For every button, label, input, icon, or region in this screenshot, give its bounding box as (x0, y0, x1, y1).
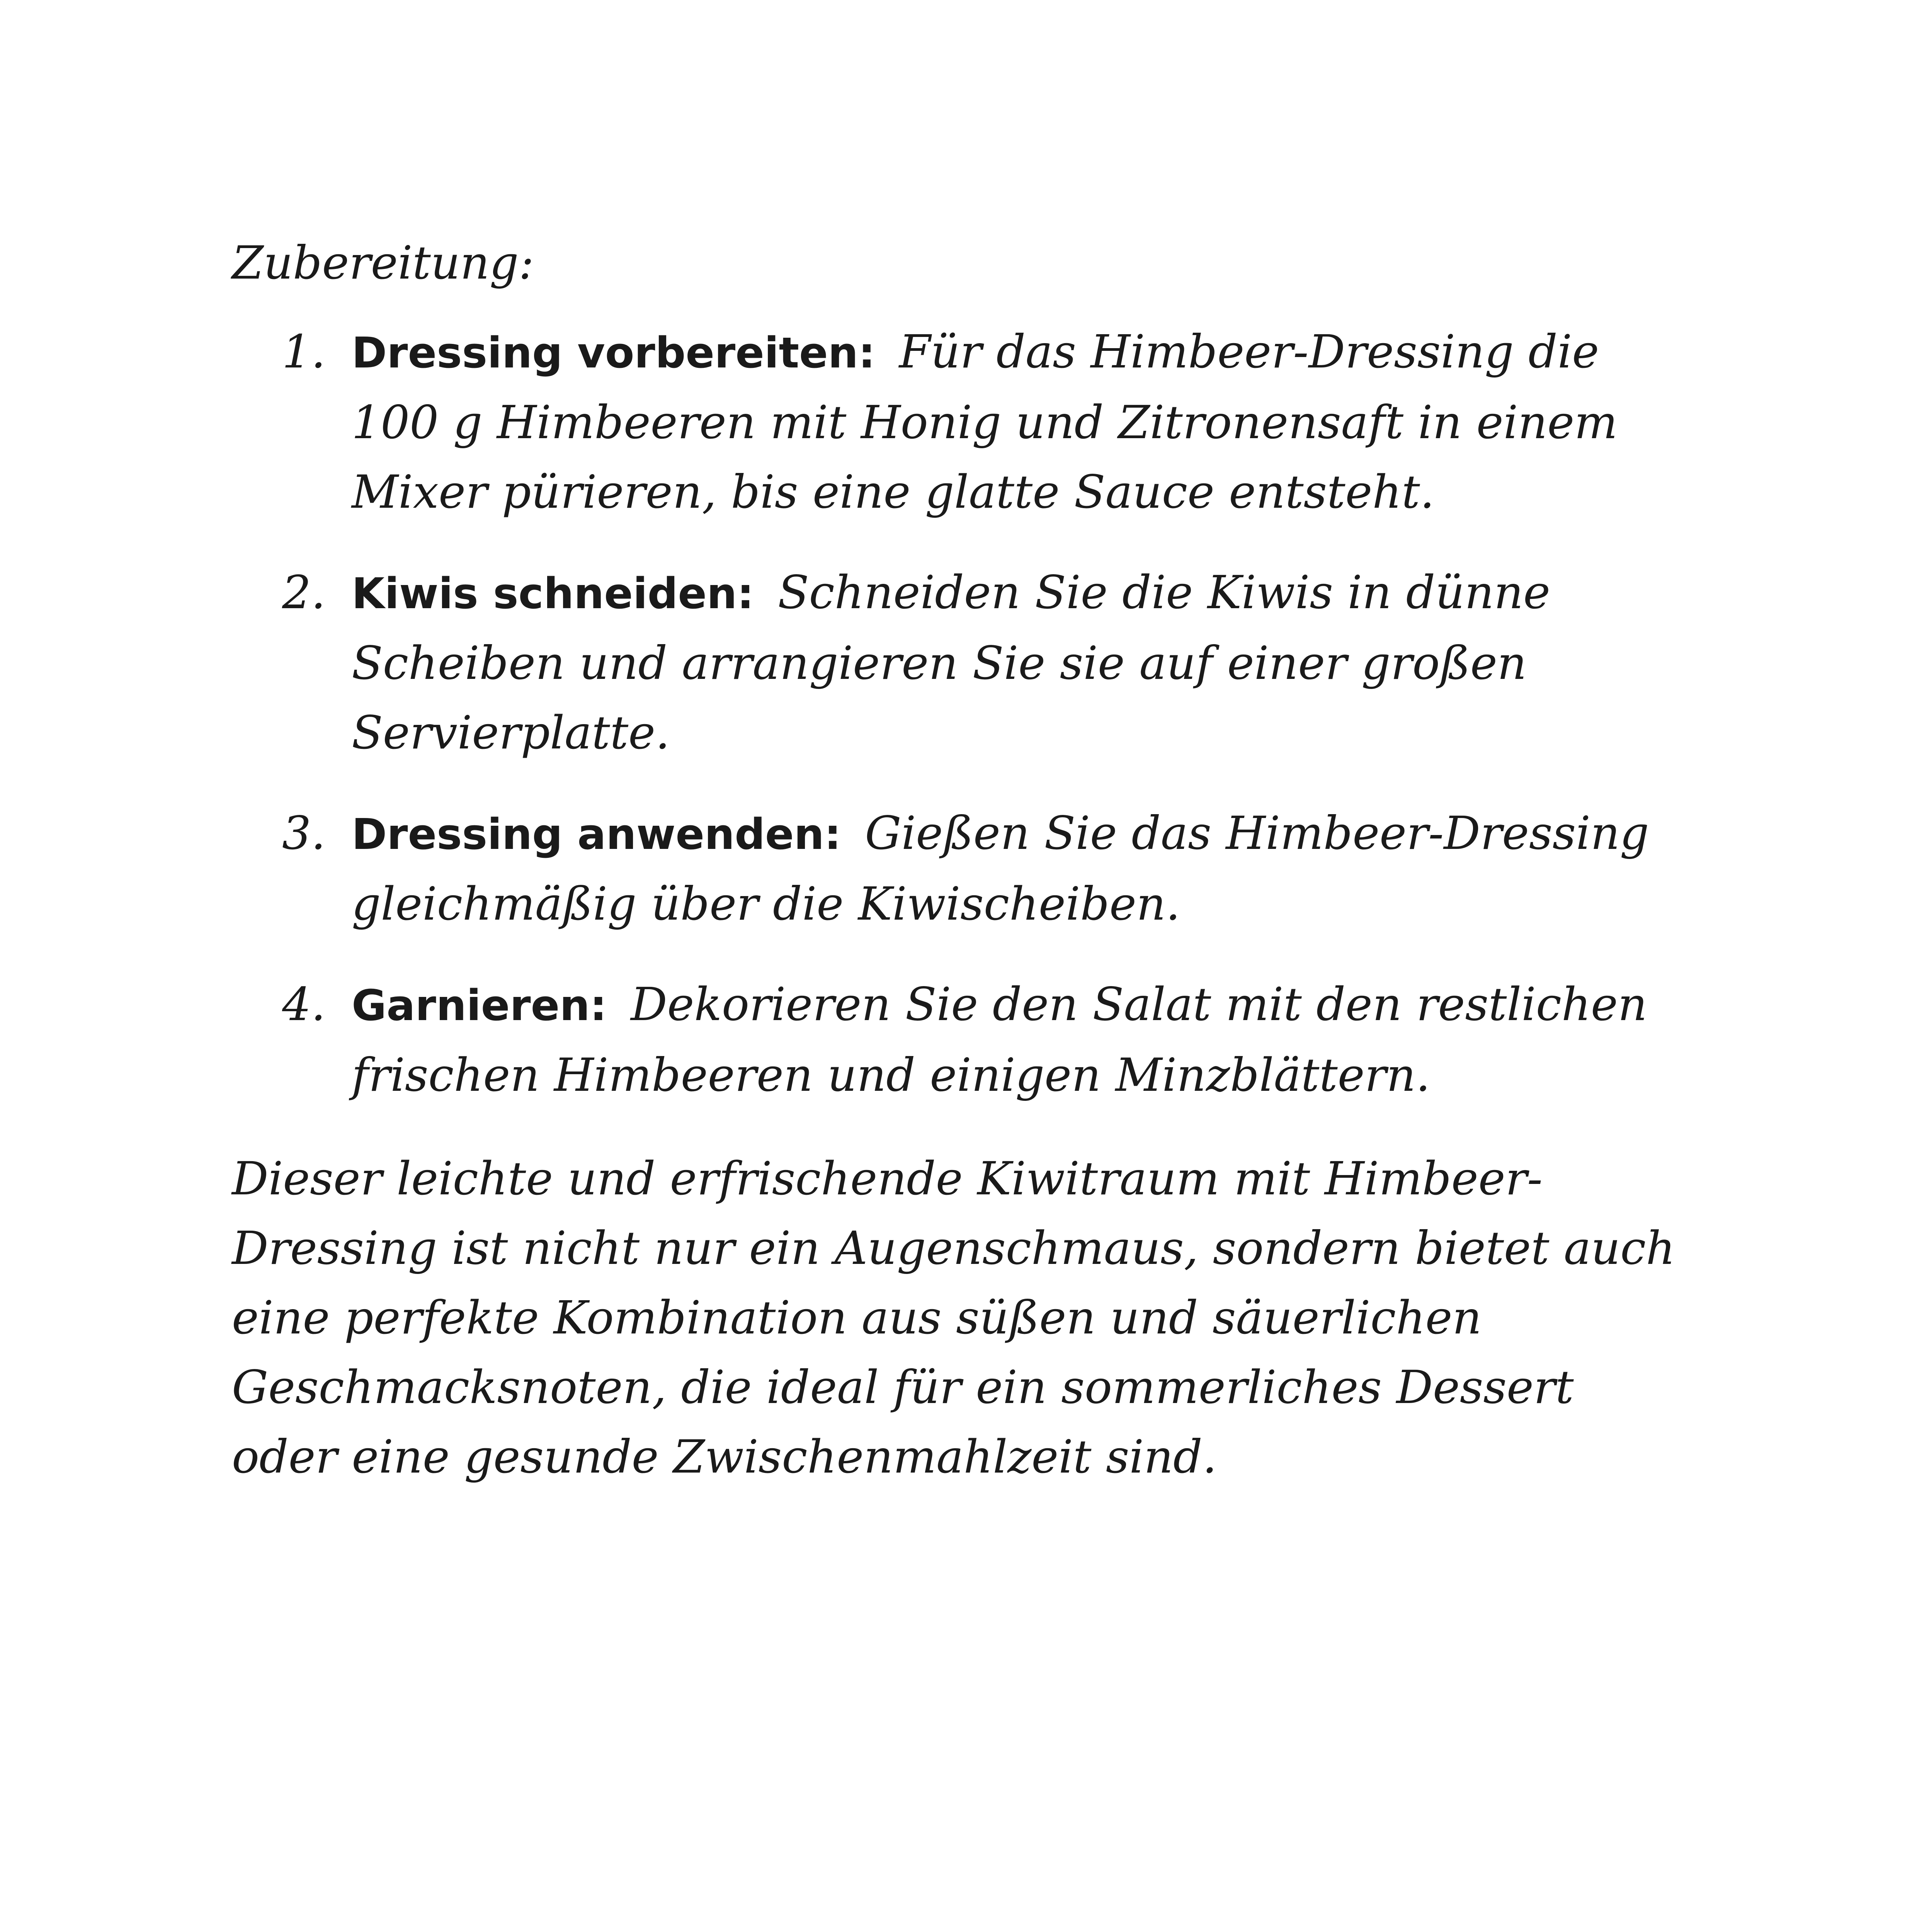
conclusion-paragraph: Dieser leichte und erfrischende Kiwitraum mit Himbeer-Dressing ist nicht nur ein Augenschmaus, sondern bietet auch eine perfekte Kombination aus süßen und säuerlichen Geschmacksnoten, die ideal für ein sommerliches Dessert oder eine gesunde Zwischenmahlzeit sind. (232, 1152, 1675, 1483)
instruction-step (282, 798, 1689, 939)
instruction-step (282, 558, 1689, 767)
step-number: 3. (282, 806, 326, 860)
instruction-list (282, 317, 1689, 1141)
step-text: Schneiden Sie die Kiwis in dünne Scheiben und arrangieren Sie sie auf einer großen Servierplatte. (352, 566, 1551, 759)
step-number: 1. (282, 325, 326, 378)
step-body (352, 969, 1689, 1110)
instruction-step (282, 969, 1689, 1110)
step-text: Für das Himbeer-Dressing die 100 g Himbeeren mit Honig und Zitronensaft in einem Mixer pürieren, bis eine glatte Sauce entsteht. (352, 325, 1618, 519)
step-body (352, 558, 1689, 767)
step-title: Garnieren: (352, 981, 607, 1030)
step-title: Dressing vorbereiten: (352, 328, 876, 378)
step-number: 4. (282, 978, 326, 1031)
section-heading: Zubereitung: (232, 236, 534, 289)
step-body (352, 798, 1689, 939)
step-number: 2. (282, 566, 326, 619)
step-title: Dressing anwenden: (352, 810, 841, 859)
instruction-step (282, 317, 1689, 527)
step-title: Kiwis schneiden: (352, 569, 754, 618)
step-body (352, 317, 1689, 527)
step-text: Gießen Sie das Himbeer-Dressing gleichmäßig über die Kiwischeiben. (352, 806, 1649, 930)
step-text: Dekorieren Sie den Salat mit den restlichen frischen Himbeeren und einigen Minzblättern. (352, 978, 1647, 1102)
